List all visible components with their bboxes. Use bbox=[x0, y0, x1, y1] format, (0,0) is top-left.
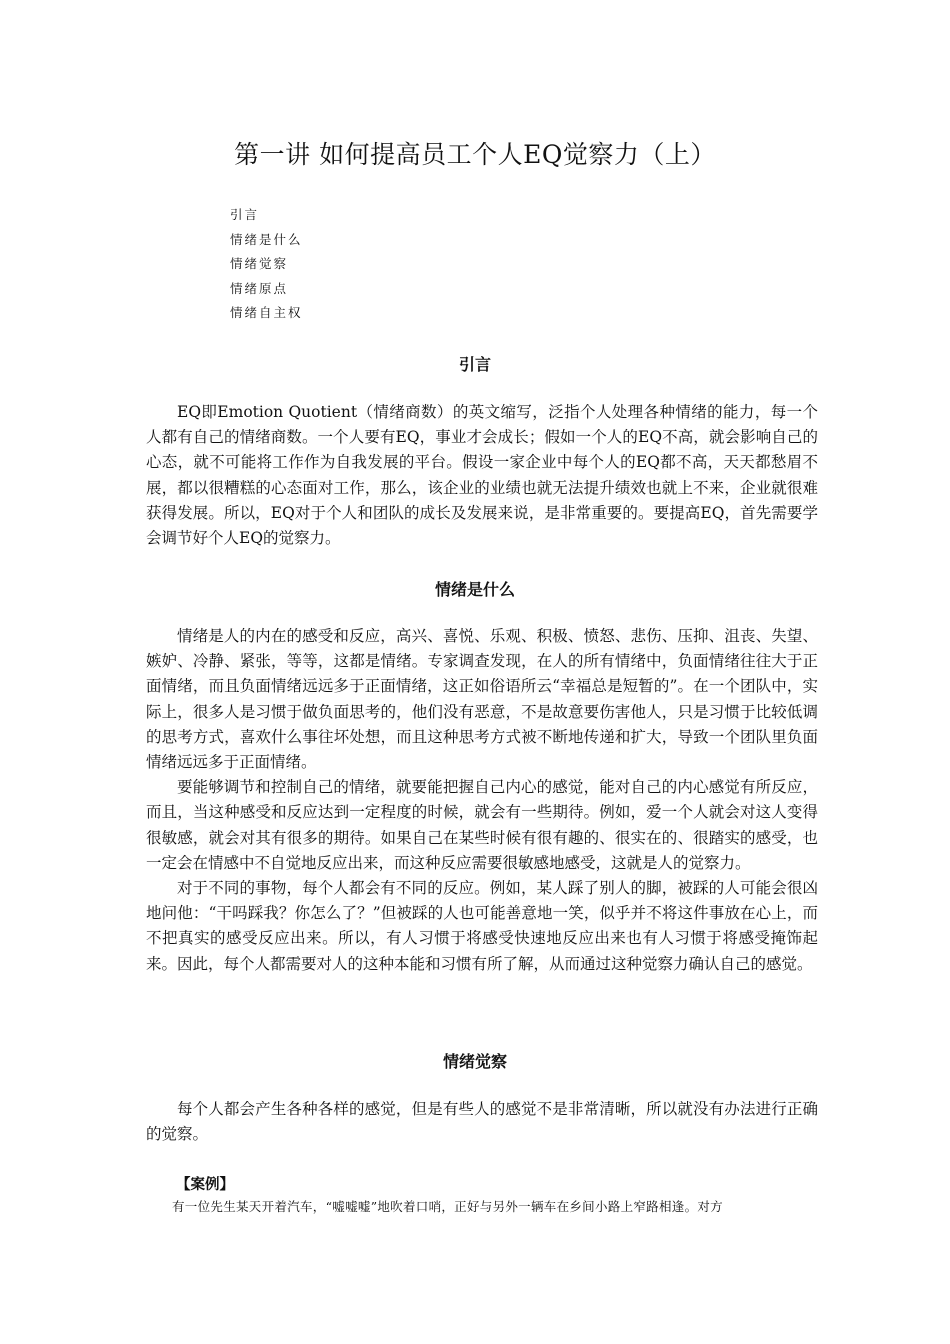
section-heading-emotion-awareness: 情绪觉察 bbox=[442, 1052, 507, 1071]
toc-item[interactable]: 情绪觉察 bbox=[230, 256, 289, 271]
section-body-intro bbox=[146, 400, 818, 551]
toc-item[interactable]: 情绪是什么 bbox=[230, 231, 303, 247]
section-body-emotion-awareness bbox=[146, 1097, 818, 1147]
table-of-contents bbox=[230, 203, 303, 326]
section-heading-what-is-emotion: 情绪是什么 bbox=[434, 580, 515, 599]
toc-item[interactable]: 引言 bbox=[230, 207, 260, 222]
toc-item[interactable]: 情绪自主权 bbox=[230, 305, 303, 320]
case-label: 【案例】 bbox=[176, 1177, 234, 1193]
paragraph: EQ即Emotion Quotient（情绪商数）的英文缩写，泛指个人处理各种情绪的能力，每一个人都有自己的情绪商数。一个人要有EQ，事业才会成长；假如一个人的EQ不高，就会影响自己的心态，就不可能将工作作为自我发展的平台。假设一家企业中每个人的EQ都不高，天天都愁眉不展，都以很糟糕的心态面对工作，那么，该企业的业绩也就无法提升绩效也就上不来，企业就很难获得发展。所以，EQ对于个人和团队的成长及发展来说，是非常重要的。要提高EQ，首先需要学会调节好个人EQ的觉察力。 bbox=[146, 403, 818, 548]
section-body-what-is-emotion bbox=[146, 624, 818, 977]
toc-item[interactable]: 情绪原点 bbox=[230, 280, 289, 296]
paragraph: 每个人都会产生各种各样的感觉，但是有些人的感觉不是非常清晰，所以就没有办法进行正确的觉察。 bbox=[146, 1100, 818, 1144]
paragraph: 要能够调节和控制自己的情绪，就要能把握自己内心的感觉，能对自己的内心感觉有所反应，而且，当这种感受和反应达到一定程度的时候，就会有一些期待。例如，爱一个人就会对这人变得很敏感，就会对其有很多的期待。如果自己在某些时候有很有趣的、很实在的、很踏实的感受，也一定会在情感中不自觉地反应出来，而这种反应需要很敏感地感受，这就是人的觉察力。 bbox=[146, 778, 818, 872]
case-text: 有一位先生某天开着汽车，“嘘嘘嘘”地吹着口哨，正好与另外一辆车在乡间小路上窄路相逢。对方 bbox=[172, 1199, 723, 1214]
document-title: 第一讲 如何提高员工个人EQ觉察力（上） bbox=[234, 140, 716, 169]
paragraph: 情绪是人的内在的感受和反应，高兴、喜悦、乐观、积极、愤怒、悲伤、压抑、沮丧、失望、嫉妒、冷静、紧张，等等，这都是情绪。专家调查发现，在人的所有情绪中，负面情绪往往大于正面情绪，而且负面情绪远远多于正面情绪，这正如俗语所云“幸福总是短暂的”。在一个团队中，实际上，很多人是习惯于做负面思考的，他们没有恶意，不是故意要伤害他人，只是习惯于比较低调的思考方式，喜欢什么事往坏处想，而且这种思考方式被不断地传递和扩大，导致一个团队里负面情绪远远多于正面情绪。 bbox=[146, 627, 818, 772]
paragraph: 对于不同的事物，每个人都会有不同的反应。例如，某人踩了别人的脚，被踩的人可能会很凶地问他：“干吗踩我？你怎么了？”但被踩的人也可能善意地一笑，似乎并不将这件事放在心上，而不把真实的感受反应出来。所以，有人习惯于将感受快速地反应出来也有人习惯于将感受掩饰起来。因此，每个人都需要对人的这种本能和习惯有所了解，从而通过这种觉察力确认自己的感觉。 bbox=[146, 879, 818, 973]
section-heading-intro: 引言 bbox=[458, 355, 491, 374]
